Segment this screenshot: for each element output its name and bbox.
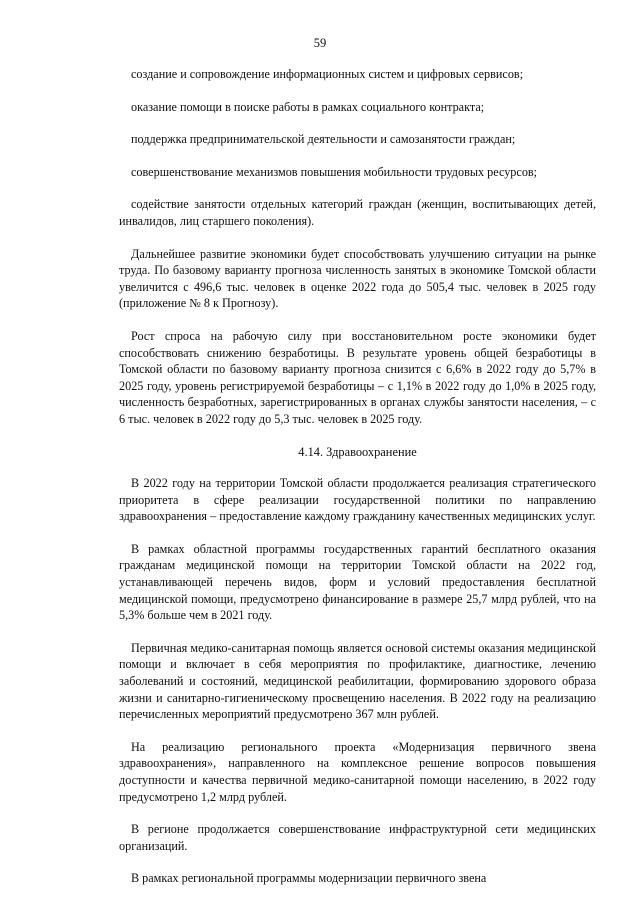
paragraph: В регионе продолжается совершенствование инфраструктурной сети медицинских организаций. xyxy=(119,822,596,853)
paragraph: Первичная медико-санитарная помощь является основой системы оказания медицинской помощи и включает в себя мероприятия по профилактике, диагностике, лечению заболеваний и состояний, медицинской реабилитации, формированию здорового образа жизни и санитарно-гигиеническому просвещению населения. В 2022 году на реализацию перечисленных мероприятий предусмотрено 367 млн рублей. xyxy=(119,640,596,722)
paragraph: В рамках областной программы государственных гарантий бесплатного оказания гражданам медицинской помощи на территории Томской области на 2022 год, устанавливающей перечень видов, форм и условий предоставления бесплатной медицинской помощи, предусмотрено финансирование в размере 25,7 млрд рублей, что на 5,3% больше чем в 2021 году. xyxy=(119,541,596,623)
paragraph: В 2022 году на территории Томской области продолжается реализация стратегического приоритета в сфере реализации государственной политики по направлению здравоохранения – предоставление каждому гражданину качественных медицинских услуг. xyxy=(119,476,596,524)
page-number: 59 xyxy=(313,36,327,50)
paragraph: Рост спроса на рабочую силу при восстановительном росте экономики будет способствовать снижению безработицы. В результате уровень общей безработицы в Томской области по базовому варианту прогноза снизится с 6,6% в 2022 году до 5,7% в 2025 году, уровень регистрируемой безработицы – с 1,1% в 2022 году до 1,0% в 2025 году, численность безработных, зарегистрированных в органах службы занятости населения, – с 6 тыс. человек в 2022 году до 5,3 тыс. человек в 2025 году. xyxy=(119,328,596,426)
page-content xyxy=(119,66,596,903)
paragraph: В рамках региональной программы модернизации первичного звена xyxy=(131,871,487,886)
paragraph: Дальнейшее развитие экономики будет способствовать улучшению ситуации на рынке труда. По базовому варианту прогноза численность занятых в экономике Томской области увеличится с 496,6 тыс. человек в оценке 2022 года до 505,4 тыс. человек в 2025 году (приложение № 8 к Прогнозу). xyxy=(119,246,596,311)
list-item: совершенствование механизмов повышения мобильности трудовых ресурсов; xyxy=(131,164,538,179)
list-item: поддержка предпринимательской деятельности и самозанятости граждан; xyxy=(131,132,516,147)
list-item: создание и сопровождение информационных систем и цифровых сервисов; xyxy=(131,67,524,81)
section-heading: 4.14. Здравоохранение xyxy=(298,444,417,459)
list-item: оказание помощи в поиске работы в рамках социального контракта; xyxy=(131,99,485,114)
list-item: содействие занятости отдельных категорий граждан (женщин, воспитывающих детей, инвалидов, лиц старшего поколения). xyxy=(119,197,596,228)
paragraph: На реализацию регионального проекта «Модернизация первичного звена здравоохранения», направленного на комплексное решение вопросов повышения доступности и качества первичной медико-санитарной помощи населению, в 2022 году предусмотрено 1,2 млрд рублей. xyxy=(119,739,596,804)
